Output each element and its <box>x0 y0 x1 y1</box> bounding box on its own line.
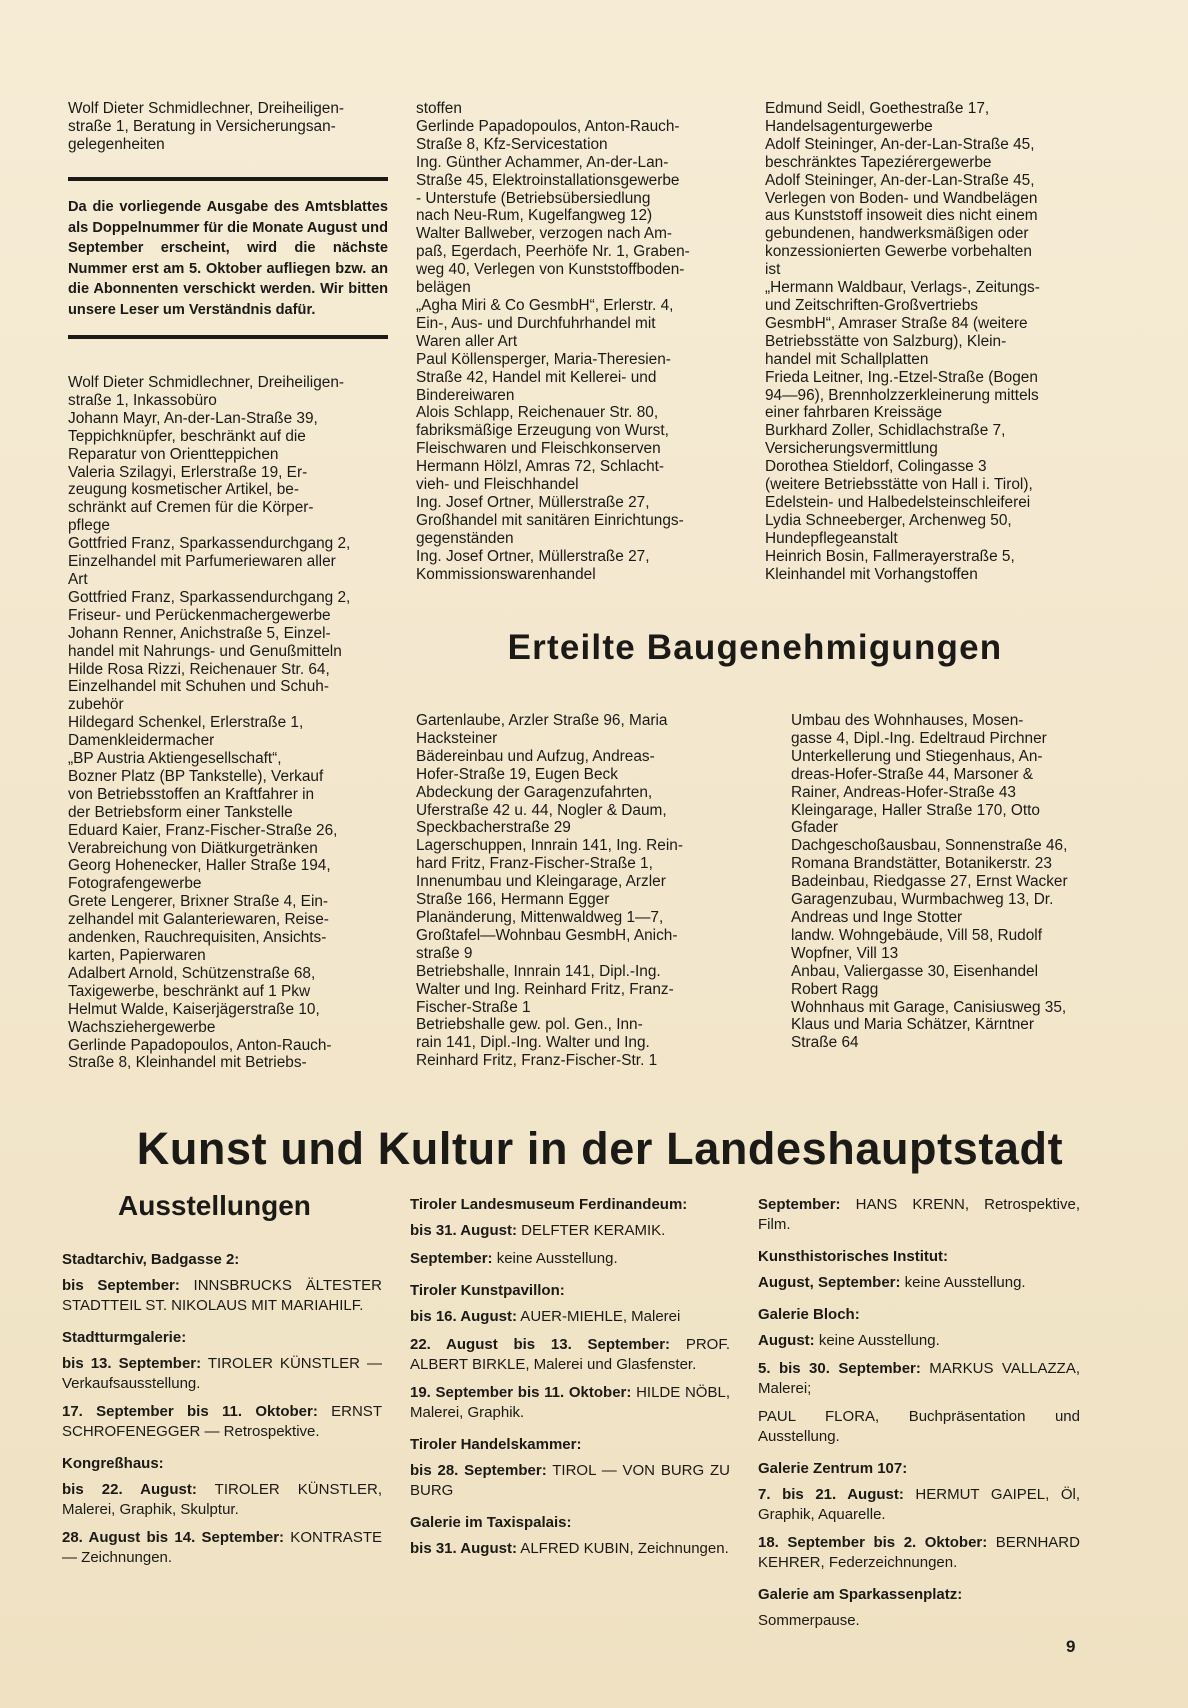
exhibition-entry <box>758 1331 1080 1351</box>
text-line: Straße 166, Hermann Egger <box>416 891 610 909</box>
text-line: hard Fritz, Franz-Fischer-Straße 1, <box>416 855 653 873</box>
exhibition-text: keine Ausstellung. <box>814 1332 940 1349</box>
text-line: Abdeckung der Garagenzufahrten, <box>416 783 653 801</box>
text-line: Gfader <box>791 819 839 837</box>
text-line: andenken, Rauchrequisiten, Ansichts- <box>68 929 327 947</box>
text-line: Großhandel mit sanitären Einrichtungs- <box>416 511 684 529</box>
text-line: Bindereiwaren <box>416 386 515 404</box>
text-line: Kleinhandel mit Vorhangstoffen <box>765 565 978 583</box>
text-line: Wolf Dieter Schmidlechner, Dreiheiligen- <box>68 100 345 117</box>
text-line: zelhandel mit Galanteriewaren, Reise- <box>68 911 329 929</box>
text-line: Robert Ragg <box>791 980 879 998</box>
exhibition-date: 22. August bis 13. September: <box>410 1336 671 1353</box>
text-line: aus Kunststoff insoweit dies nicht einem <box>765 207 1038 225</box>
text-line: Alois Schlapp, Reichenauer Str. 80, <box>416 404 659 422</box>
text-line: Wachsziehergewerbe <box>68 1018 216 1036</box>
text-line: Adolf Steininger, An-der-Lan-Straße 45, <box>765 135 1035 153</box>
exhibition-entry <box>758 1611 1080 1631</box>
text-line: schränkt auf Cremen für die Körper- <box>68 499 314 517</box>
text-line: Adolf Steininger, An-der-Lan-Straße 45, <box>765 171 1035 189</box>
text-line: Gartenlaube, Arzler Straße 96, Maria <box>416 712 668 729</box>
text-line: weg 40, Verlegen von Kunststoffboden- <box>416 261 685 279</box>
exhibition-date: bis 28. September: <box>410 1462 547 1479</box>
text-line: GesmbH“, Amraser Straße 84 (weitere <box>765 314 1028 332</box>
text-line: und Zeitschriften-Großvertriebs <box>765 296 978 314</box>
text-line: Straße 45, Elektroinstallationsgewerbe <box>416 171 680 189</box>
text-line: Edmund Seidl, Goethestraße 17, <box>765 100 990 117</box>
exhibition-date: 17. September bis 11. Oktober: <box>62 1403 318 1420</box>
text-line: Straße 42, Handel mit Kellerei- und <box>416 368 657 386</box>
exhibition-text: TIROLER KÜNSTLER — Verkaufsausstellung. <box>62 1355 382 1392</box>
text-line: Hofer-Straße 19, Eugen Beck <box>416 765 618 783</box>
text-line: Straße 8, Kfz-Servicestation <box>416 135 608 153</box>
text-line: Damenkleidermacher <box>68 732 215 750</box>
text-line: Umbau des Wohnhauses, Mosen- <box>791 712 1024 729</box>
text-line: Kommissionswarenhandel <box>416 565 596 583</box>
text-line: Betriebshalle gew. pol. Gen., Inn- <box>416 1016 643 1034</box>
text-line: Speckbacherstraße 29 <box>416 819 571 837</box>
text-line: belägen <box>416 279 471 297</box>
exhibition-text: ERNST SCHROFENEGGER — Retrospektive. <box>62 1403 382 1440</box>
text-line: pflege <box>68 517 110 535</box>
text-line: Einzelhandel mit Schuhen und Schuh- <box>68 678 329 696</box>
text-line: Handelsagenturgewerbe <box>765 117 933 135</box>
exhibition-entry <box>410 1539 730 1559</box>
exhibition-text: AUER-MIEHLE, Malerei <box>516 1308 681 1325</box>
text-line: Gerlinde Papadopoulos, Anton-Rauch- <box>68 1036 332 1054</box>
exhibition-date: 5. bis 30. September: <box>758 1360 921 1377</box>
text-line: Garagenzubau, Wurmbachweg 13, Dr. <box>791 891 1054 909</box>
text-line: Dachgeschoßausbau, Sonnenstraße 46, <box>791 837 1068 855</box>
exhibition-date: September: <box>410 1250 493 1267</box>
exhibition-text: KONTRASTE — Zeichnungen. <box>62 1529 382 1566</box>
text-line: Dorothea Stieldorf, Colingasse 3 <box>765 458 987 476</box>
text-line: Art <box>68 570 88 588</box>
text-line: Gottfried Franz, Sparkassendurchgang 2, <box>68 588 351 606</box>
text-line: einer fahrbaren Kreissäge <box>765 404 943 422</box>
venue-name: Stadtarchiv, Badgasse 2: <box>62 1251 240 1268</box>
text-line: Fleischwaren und Fleischkonserven <box>416 440 661 458</box>
text-line: Burkhard Zoller, Schidlachstraße 7, <box>765 422 1006 440</box>
text-line: gebundenen, handwerksmäßigen oder <box>765 225 1029 243</box>
text-line: Betriebshalle, Innrain 141, Dipl.-Ing. <box>416 962 661 980</box>
ausstellungen-column-2 <box>410 1195 730 1571</box>
exhibition-entry <box>62 1528 382 1568</box>
text-line: Straße 64 <box>791 1034 859 1052</box>
text-line: Friseur- und Perückenmachergewerbe <box>68 606 331 624</box>
exhibition-date: bis 31. August: <box>410 1222 517 1239</box>
exhibition-entry <box>410 1221 730 1241</box>
text-line: Ing. Josef Ortner, Müllerstraße 27, <box>416 493 650 511</box>
exhibition-date: 19. September bis 11. Oktober: <box>410 1384 632 1401</box>
venue-name: Galerie am Sparkassenplatz: <box>758 1586 963 1603</box>
text-line: Kleingarage, Haller Straße 170, Otto <box>791 801 1040 819</box>
exhibition-date: 7. bis 21. August: <box>758 1486 904 1503</box>
text-line: Johann Renner, Anichstraße 5, Einzel- <box>68 624 331 642</box>
venue-name: Galerie Bloch: <box>758 1306 860 1323</box>
text-line: Frieda Leitner, Ing.-Etzel-Straße (Bogen <box>765 368 1038 386</box>
text-line: Versicherungsvermittlung <box>765 440 938 458</box>
text-line: Klaus und Maria Schätzer, Kärntner <box>791 1016 1034 1034</box>
text-line: Betriebsstätte von Salzburg), Klein- <box>765 332 1007 350</box>
text-line: gelegenheiten <box>68 135 165 153</box>
text-line: zeugung kosmetischer Artikel, be- <box>68 481 299 499</box>
exhibition-date: August: <box>758 1332 815 1349</box>
text-line: Großtafel—Wohnbau GesmbH, Anich- <box>416 926 678 944</box>
text-line: Innenumbau und Kleingarage, Arzler <box>416 873 666 891</box>
exhibition-entry <box>758 1273 1080 1293</box>
text-line: paß, Egerdach, Peerhöfe Nr. 1, Graben- <box>416 243 690 261</box>
exhibition-entry <box>410 1461 730 1501</box>
text-line: dreas-Hofer-Straße 44, Marsoner & <box>791 765 1034 783</box>
text-line: Johann Mayr, An-der-Lan-Straße 39, <box>68 409 318 427</box>
text-line: Valeria Szilagyi, Erlerstraße 19, Er- <box>68 463 308 481</box>
exhibition-entry <box>410 1249 730 1269</box>
exhibition-text: PAUL FLORA, Buchpräsentation und Ausstellung. <box>758 1408 1080 1445</box>
exhibition-text: ALFRED KUBIN, Zeichnungen. <box>516 1540 729 1557</box>
text-line: Bädereinbau und Aufzug, Andreas- <box>416 747 655 765</box>
ausstellungen-heading: Ausstellungen <box>118 1190 311 1221</box>
exhibition-text: INNSBRUCKS ÄLTESTER STADTTEIL ST. NIKOLAUS MIT MARIAHILF. <box>62 1277 382 1314</box>
text-line: Walter Ballweber, verzogen nach Am- <box>416 225 673 243</box>
exhibition-text: keine Ausstellung. <box>900 1274 1026 1291</box>
exhibition-entry <box>62 1402 382 1442</box>
text-line: Lydia Schneeberger, Archenweg 50, <box>765 511 1012 529</box>
text-line: Wohnhaus mit Garage, Canisiusweg 35, <box>791 998 1067 1016</box>
text-line: Unterkellerung und Stiegenhaus, An- <box>791 747 1043 765</box>
exhibition-date: 18. September bis 2. Oktober: <box>758 1534 988 1551</box>
venue-name: Tiroler Kunstpavillon: <box>410 1282 565 1299</box>
text-line: Verlegen von Boden- und Wandbelägen <box>765 189 1038 207</box>
text-line: Grete Lengerer, Brixner Straße 4, Ein- <box>68 893 329 911</box>
text-line: Hermann Hölzl, Amras 72, Schlacht- <box>416 458 665 476</box>
gewerbe-column-1-top <box>68 100 398 154</box>
text-line: „BP Austria Aktiengesellschaft“, <box>68 750 282 768</box>
text-line: beschränktes Tapeziérergewerbe <box>765 153 992 171</box>
text-line: der Betriebsform einer Tankstelle <box>68 803 293 821</box>
text-line: Teppichknüpfer, beschränkt auf die <box>68 427 306 445</box>
exhibition-text: HANS KRENN, Retrospektive, Film. <box>758 1196 1080 1233</box>
text-line: „Hermann Waldbaur, Verlags-, Zeitungs- <box>765 279 1040 297</box>
text-line: Waren aller Art <box>416 332 518 350</box>
gewerbe-column-2 <box>416 100 746 583</box>
exhibition-text: BERNHARD KEHRER, Federzeichnungen. <box>758 1534 1080 1571</box>
exhibition-entry <box>62 1354 382 1394</box>
text-line: handel mit Nahrungs- und Genußmitteln <box>68 642 342 660</box>
ausstellungen-column-3 <box>758 1195 1080 1643</box>
text-line: gasse 4, Dipl.-Ing. Edeltraud Pirchner <box>791 729 1047 747</box>
exhibition-date: bis 22. August: <box>62 1481 197 1498</box>
exhibition-date: bis 16. August: <box>410 1308 517 1325</box>
text-line: Georg Hohenecker, Haller Straße 194, <box>68 857 331 875</box>
text-line: Fotografengewerbe <box>68 875 202 893</box>
text-line: vieh- und Fleischhandel <box>416 476 579 494</box>
exhibition-entry <box>758 1533 1080 1573</box>
text-line: 94—96), Brennholzzerkleinerung mittels <box>765 386 1039 404</box>
text-line: Rainer, Andreas-Hofer-Straße 43 <box>791 783 1016 801</box>
text-line: Anbau, Valiergasse 30, Eisenhandel <box>791 962 1038 980</box>
text-line: von Betriebsstoffen an Kraftfahrer in <box>68 785 315 803</box>
text-line: Gottfried Franz, Sparkassendurchgang 2, <box>68 535 351 553</box>
gewerbe-column-1 <box>68 374 398 1072</box>
text-line: Edelstein- und Halbedelsteinschleiferei <box>765 493 1031 511</box>
text-line: Walter und Ing. Reinhard Fritz, Franz- <box>416 980 674 998</box>
exhibition-entry <box>62 1480 382 1520</box>
text-line: Reparatur von Orientteppichen <box>68 445 279 463</box>
text-line: Heinrich Bosin, Fallmerayerstraße 5, <box>765 547 1015 565</box>
text-line: Taxigewerbe, beschränkt auf 1 Pkw <box>68 982 311 1000</box>
text-line: Bozner Platz (BP Tankstelle), Verkauf <box>68 767 324 785</box>
text-line: Helmut Walde, Kaiserjägerstraße 10, <box>68 1000 320 1018</box>
exhibition-entry <box>758 1195 1080 1235</box>
page-number: 9 <box>1066 1637 1076 1656</box>
exhibition-text: DELFTER KERAMIK. <box>516 1222 666 1239</box>
exhibition-text: TIROL — VON BURG ZU BURG <box>410 1462 730 1499</box>
exhibition-entry <box>410 1307 730 1327</box>
exhibition-date: September: <box>758 1196 841 1213</box>
exhibition-entry <box>62 1276 382 1316</box>
text-line: Fischer-Straße 1 <box>416 998 531 1016</box>
text-line: Hacksteiner <box>416 729 498 747</box>
text-line: ist <box>765 261 781 279</box>
text-line: karten, Papierwaren <box>68 947 206 964</box>
exhibition-entry <box>758 1407 1080 1447</box>
text-line: Hilde Rosa Rizzi, Reichenauer Str. 64, <box>68 660 330 678</box>
text-line: Badeinbau, Riedgasse 27, Ernst Wacker <box>791 873 1068 891</box>
notice-box: Da die vorliegende Ausgabe des Amtsblattes als Doppelnummer für die Monate August und September erscheint, wird die nächste Nummer erst am 5. Oktober aufliegen bzw. an die Abonnenten verschickt werden. Wir bitten unsere Leser um Verständnis dafür. <box>68 177 388 339</box>
exhibition-date: 28. August bis 14. September: <box>62 1529 285 1546</box>
baugenehmigungen-heading: Erteilte Baugenehmigungen <box>507 628 1003 667</box>
text-line: Ein-, Aus- und Durchfuhrhandel mit <box>416 314 656 332</box>
text-line: Straße 8, Kleinhandel mit Betriebs- <box>68 1054 307 1072</box>
ausstellungen-column-1 <box>62 1250 382 1580</box>
text-line: straße 1, Beratung in Versicherungsan- <box>68 117 336 135</box>
exhibition-entry <box>410 1383 730 1423</box>
text-line: straße 1, Inkassobüro <box>68 391 217 409</box>
text-line: Gerlinde Papadopoulos, Anton-Rauch- <box>416 117 680 135</box>
text-line: konzessionierten Gewerbe vorbehalten <box>765 243 1032 261</box>
text-line: Andreas und Inge Stotter <box>791 908 963 926</box>
text-line: Einzelhandel mit Parfumeriewaren aller <box>68 553 336 571</box>
text-line: rain 141, Dipl.-Ing. Walter und Ing. <box>416 1034 650 1052</box>
text-line: Hundepflegeanstalt <box>765 529 898 547</box>
text-line: Wolf Dieter Schmidlechner, Dreiheiligen- <box>68 374 345 391</box>
exhibition-text: Sommerpause. <box>758 1612 860 1629</box>
text-line: - Unterstufe (Betriebsübersiedlung <box>416 189 651 207</box>
text-line: handel mit Schallplatten <box>765 350 929 368</box>
text-line: landw. Wohngebäude, Vill 58, Rudolf <box>791 926 1042 944</box>
text-line: Adalbert Arnold, Schützenstraße 68, <box>68 964 316 982</box>
text-line: Lagerschuppen, Innrain 141, Ing. Rein- <box>416 837 683 855</box>
gewerbe-column-3 <box>765 100 1105 583</box>
text-line: Romana Brandstätter, Botanikerstr. 23 <box>791 855 1052 873</box>
exhibition-text: MARKUS VALLAZZA, Malerei; <box>758 1360 1081 1397</box>
text-line: Ing. Josef Ortner, Müllerstraße 27, <box>416 547 650 565</box>
text-line: fabriksmäßige Erzeugung von Wurst, <box>416 422 669 440</box>
baugenehmigungen-column-2 <box>791 712 1101 1052</box>
text-line: (weitere Betriebsstätte von Hall i. Tirol), <box>765 476 1033 494</box>
venue-name: Tiroler Landesmuseum Ferdinandeum: <box>410 1196 688 1213</box>
text-line: „Agha Miri & Co GesmbH“, Erlerstr. 4, <box>416 296 674 314</box>
baugenehmigungen-column-1 <box>416 712 746 1070</box>
exhibition-entry <box>758 1359 1080 1399</box>
exhibition-text: HILDE NÖBL, Malerei, Graphik. <box>410 1384 730 1421</box>
venue-name: Kunsthistorisches Institut: <box>758 1248 949 1265</box>
text-line: Wopfner, Vill 13 <box>791 944 899 962</box>
text-line: gegenständen <box>416 529 514 547</box>
text-line: stoffen <box>416 100 462 117</box>
venue-name: Kongreßhaus: <box>62 1455 164 1472</box>
exhibition-entry <box>758 1485 1080 1525</box>
venue-name: Tiroler Handelskammer: <box>410 1436 582 1453</box>
exhibition-text: TIROLER KÜNSTLER, Malerei, Graphik, Skulptur. <box>62 1481 382 1518</box>
text-line: Uferstraße 42 u. 44, Nogler & Daum, <box>416 801 667 819</box>
text-line: Verabreichung von Diätkurgetränken <box>68 839 318 857</box>
exhibition-text: keine Ausstellung. <box>492 1250 618 1267</box>
exhibition-date: bis 13. September: <box>62 1355 202 1372</box>
text-line: Reinhard Fritz, Franz-Fischer-Str. 1 <box>416 1052 658 1070</box>
text-line: Paul Köllensperger, Maria-Theresien- <box>416 350 671 368</box>
venue-name: Stadtturmgalerie: <box>62 1329 187 1346</box>
text-line: Ing. Günther Achammer, An-der-Lan- <box>416 153 669 171</box>
exhibition-date: bis September: <box>62 1277 180 1294</box>
exhibition-date: bis 31. August: <box>410 1540 517 1557</box>
text-line: Eduard Kaier, Franz-Fischer-Straße 26, <box>68 821 338 839</box>
text-line: zubehör <box>68 696 124 714</box>
text-line: Hildegard Schenkel, Erlerstraße 1, <box>68 714 304 732</box>
exhibition-date: August, September: <box>758 1274 901 1291</box>
kunst-kultur-heading: Kunst und Kultur in der Landeshauptstadt <box>136 1123 1064 1174</box>
exhibition-entry <box>410 1335 730 1375</box>
text-line: Planänderung, Mittenwaldweg 1—7, <box>416 908 664 926</box>
exhibition-text: HERMUT GAIPEL, Öl, Graphik, Aquarelle. <box>758 1486 1080 1523</box>
exhibition-text: PROF. ALBERT BIRKLE, Malerei und Glasfenster. <box>410 1336 730 1373</box>
text-line: straße 9 <box>416 944 473 962</box>
venue-name: Galerie Zentrum 107: <box>758 1460 908 1477</box>
text-line: nach Neu-Rum, Kugelfangweg 12) <box>416 207 653 225</box>
venue-name: Galerie im Taxispalais: <box>410 1514 572 1531</box>
